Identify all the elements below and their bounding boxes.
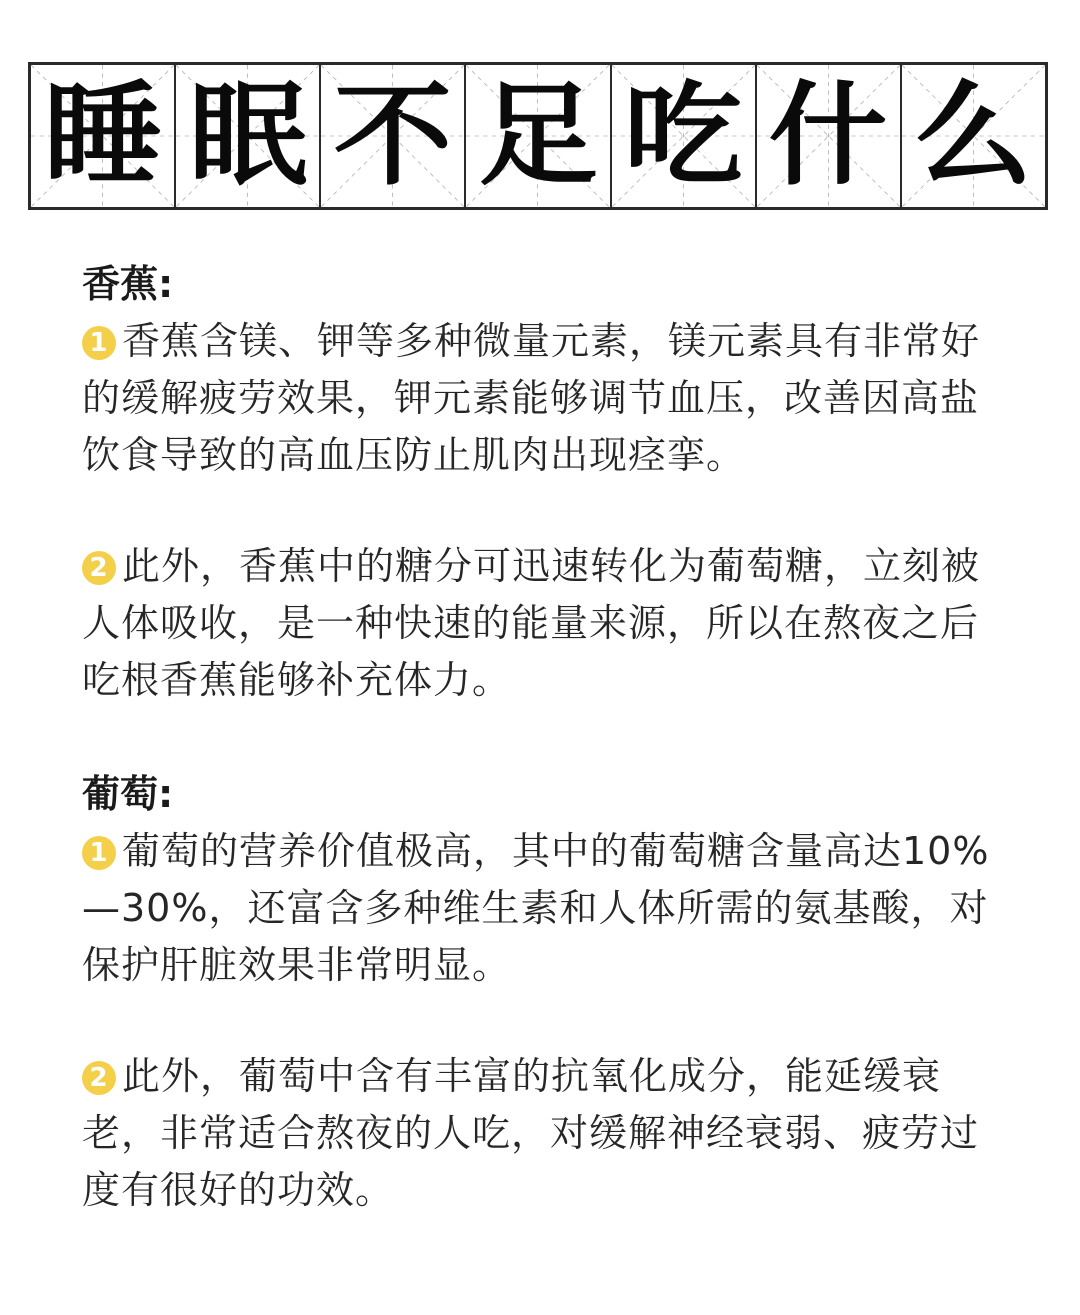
title-char: 不 <box>333 71 453 201</box>
number-two-badge-icon: 2 <box>82 551 116 585</box>
title-char: 足 <box>478 71 598 201</box>
title-char: 什 <box>768 71 888 201</box>
paragraph-grape-1 <box>82 823 992 994</box>
title-cell <box>612 65 757 207</box>
title-char: 睡 <box>43 71 162 201</box>
paragraph-grape-2 <box>82 1048 992 1219</box>
number-two-badge-icon: 2 <box>82 1061 116 1095</box>
article-body <box>82 255 992 1219</box>
paragraph-banana-1 <box>82 313 992 484</box>
number-one-badge-icon: 1 <box>82 326 116 360</box>
number-one-badge-icon: 1 <box>82 836 116 870</box>
paragraph-text: 葡萄的营养价值极高，其中的葡萄糖含量高达10%—30%，还富含多种维生素和人体所需的氨基酸，对保护肝脏效果非常明显。 <box>82 829 990 987</box>
paragraph-banana-2 <box>82 538 992 709</box>
title-cell <box>902 65 1045 207</box>
title-cell <box>466 65 611 207</box>
title-cell <box>176 65 321 207</box>
title-char: 么 <box>914 71 1033 201</box>
title-char: 眠 <box>188 71 308 201</box>
paragraph-text: 此外，香蕉中的糖分可迅速转化为葡萄糖，立刻被人体吸收，是一种快速的能量来源，所以在熬夜之后吃根香蕉能够补充体力。 <box>82 544 981 702</box>
title-cell <box>757 65 902 207</box>
paragraph-text: 香蕉含镁、钾等多种微量元素，镁元素具有非常好的缓解疲劳效果，钾元素能够调节血压，改善因高盐饮食导致的高血压防止肌肉出现痉挛。 <box>82 319 981 477</box>
title-cell <box>321 65 466 207</box>
title-cell <box>31 65 176 207</box>
title-char: 吃 <box>623 71 743 201</box>
paragraph-text: 此外，葡萄中含有丰富的抗氧化成分，能延缓衰老，非常适合熬夜的人吃，对缓解神经衰弱、疲劳过度有很好的功效。 <box>82 1054 980 1212</box>
section-heading-banana: 香蕉: <box>82 262 174 306</box>
title-grid <box>28 62 1048 210</box>
section-heading-grape: 葡萄: <box>82 772 174 816</box>
